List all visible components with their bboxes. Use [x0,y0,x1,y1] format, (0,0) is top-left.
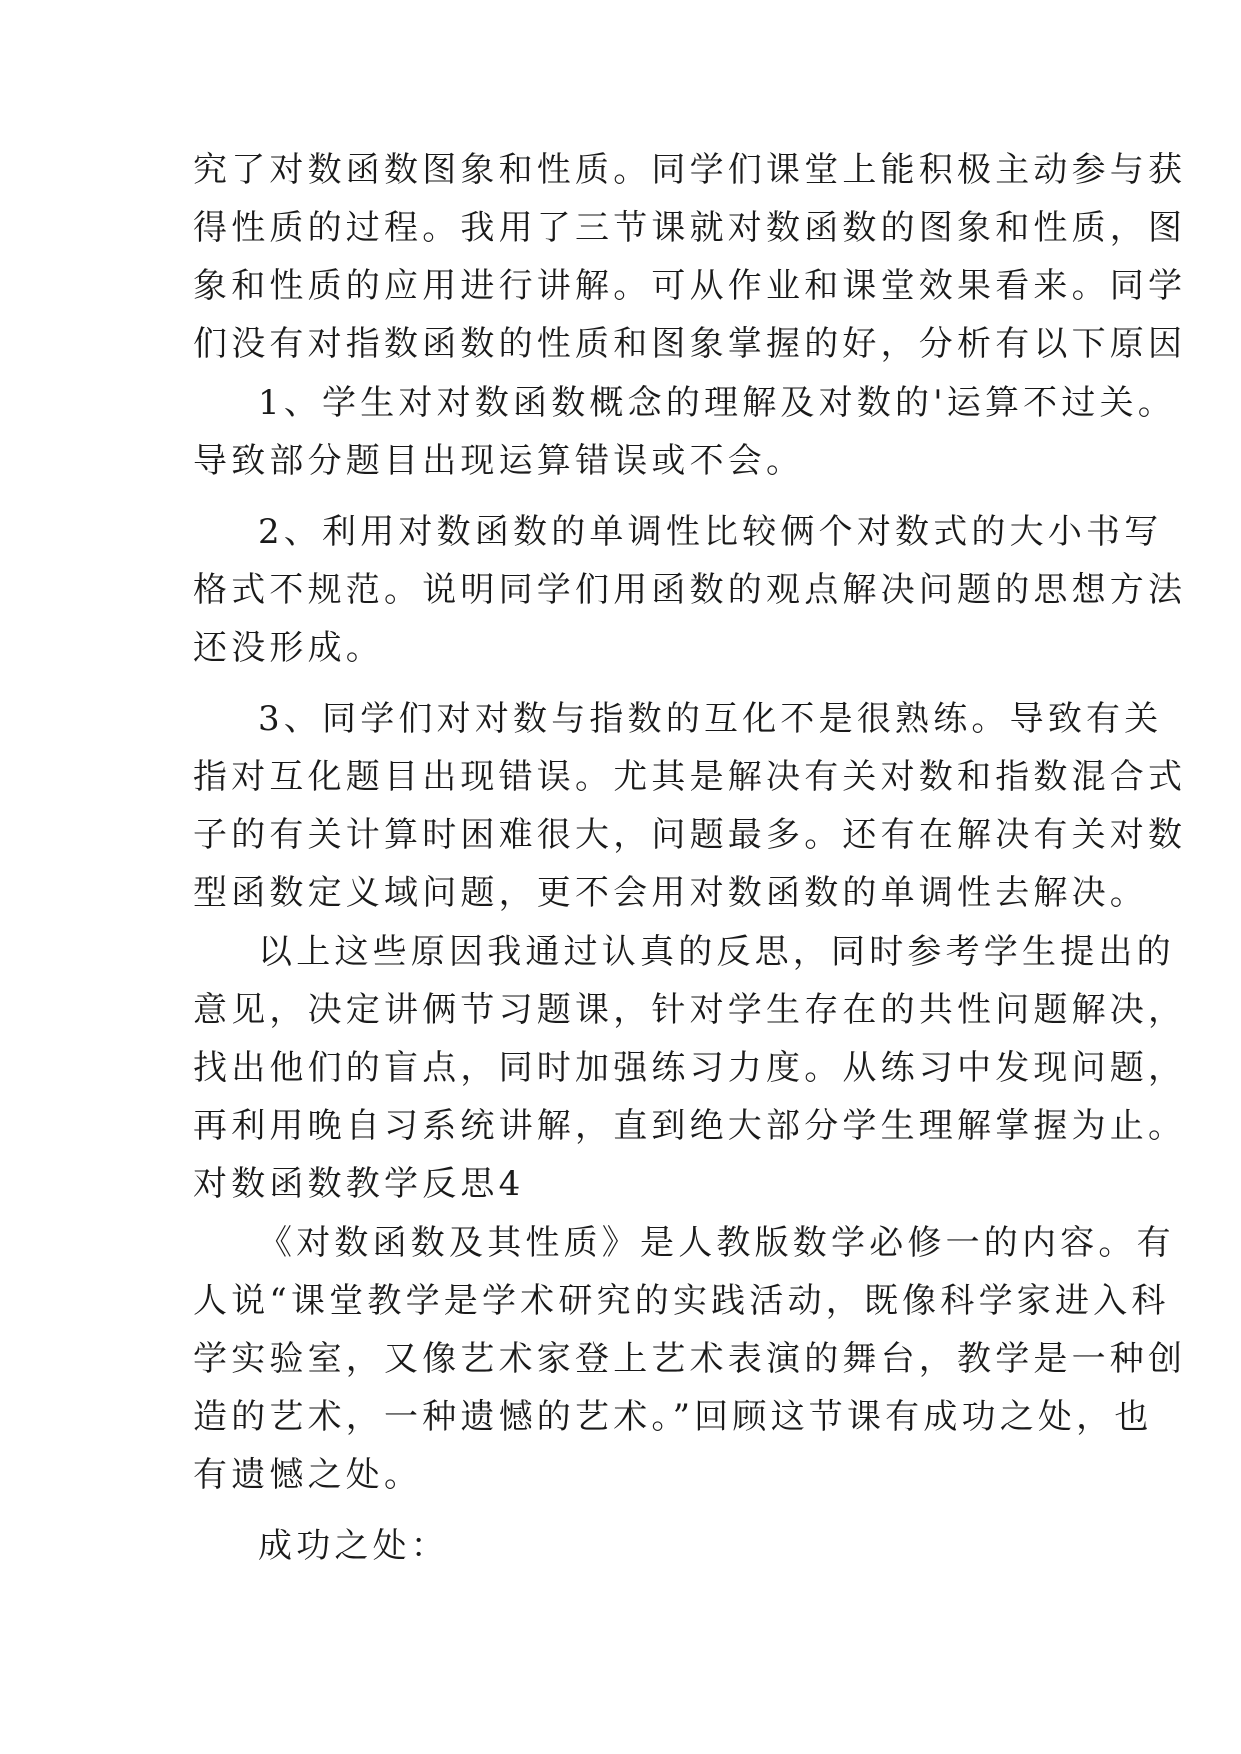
text-line: 还没形成。 [193,628,384,668]
text-line: 格式不规范。说明同学们用函数的观点解决问题的思想方法 [193,570,1187,610]
list-item-2: 2、利用对数函数的单调性比较俩个对数式的大小书写 [258,512,1163,552]
text-line: 导致部分题目出现运算错误或不会。 [193,441,805,481]
text-line: 型函数定义域问题，更不会用对数函数的单调性去解决。 [193,873,1148,913]
text-line: 们没有对指数函数的性质和图象掌握的好，分析有以下原因 [193,324,1187,364]
list-item-1: 1、学生对对数函数概念的理解及对数的'运算不过关。 [258,383,1176,423]
text-line: 意见，决定讲俩节习题课，针对学生存在的共性问题解决， [193,990,1187,1030]
paragraph-start: 以上这些原因我通过认真的反思，同时参考学生提出的 [258,932,1175,972]
text-line: 得性质的过程。我用了三节课就对数函数的图象和性质，图 [193,208,1187,248]
text-line: 有遗憾之处。 [193,1455,423,1495]
text-line: 造的艺术，一种遗憾的艺术。”回顾这节课有成功之处，也 [193,1397,1153,1437]
paragraph-start: 《对数函数及其性质》是人教版数学必修一的内容。有 [258,1223,1175,1263]
text-line: 究了对数函数图象和性质。同学们课堂上能积极主动参与获 [193,150,1187,190]
text-line: 人说“课堂教学是学术研究的实践活动，既像科学家进入科 [193,1281,1170,1321]
section-heading: 对数函数教学反思4 [193,1164,525,1204]
text-line: 子的有关计算时困难很大，问题最多。还有在解决有关对数 [193,815,1187,855]
text-line: 学实验室，又像艺术家登上艺术表演的舞台，教学是一种创 [193,1339,1187,1379]
text-line: 找出他们的盲点，同时加强练习力度。从练习中发现问题， [193,1048,1187,1088]
text-line: 再利用晚自习系统讲解，直到绝大部分学生理解掌握为止。 [193,1106,1187,1146]
text-line: 象和性质的应用进行讲解。可从作业和课堂效果看来。同学 [193,266,1187,306]
paragraph-start: 成功之处： [258,1526,449,1566]
text-line: 指对互化题目出现错误。尤其是解决有关对数和指数混合式 [193,757,1187,797]
list-item-3: 3、同学们对对数与指数的互化不是很熟练。导致有关 [258,699,1163,739]
